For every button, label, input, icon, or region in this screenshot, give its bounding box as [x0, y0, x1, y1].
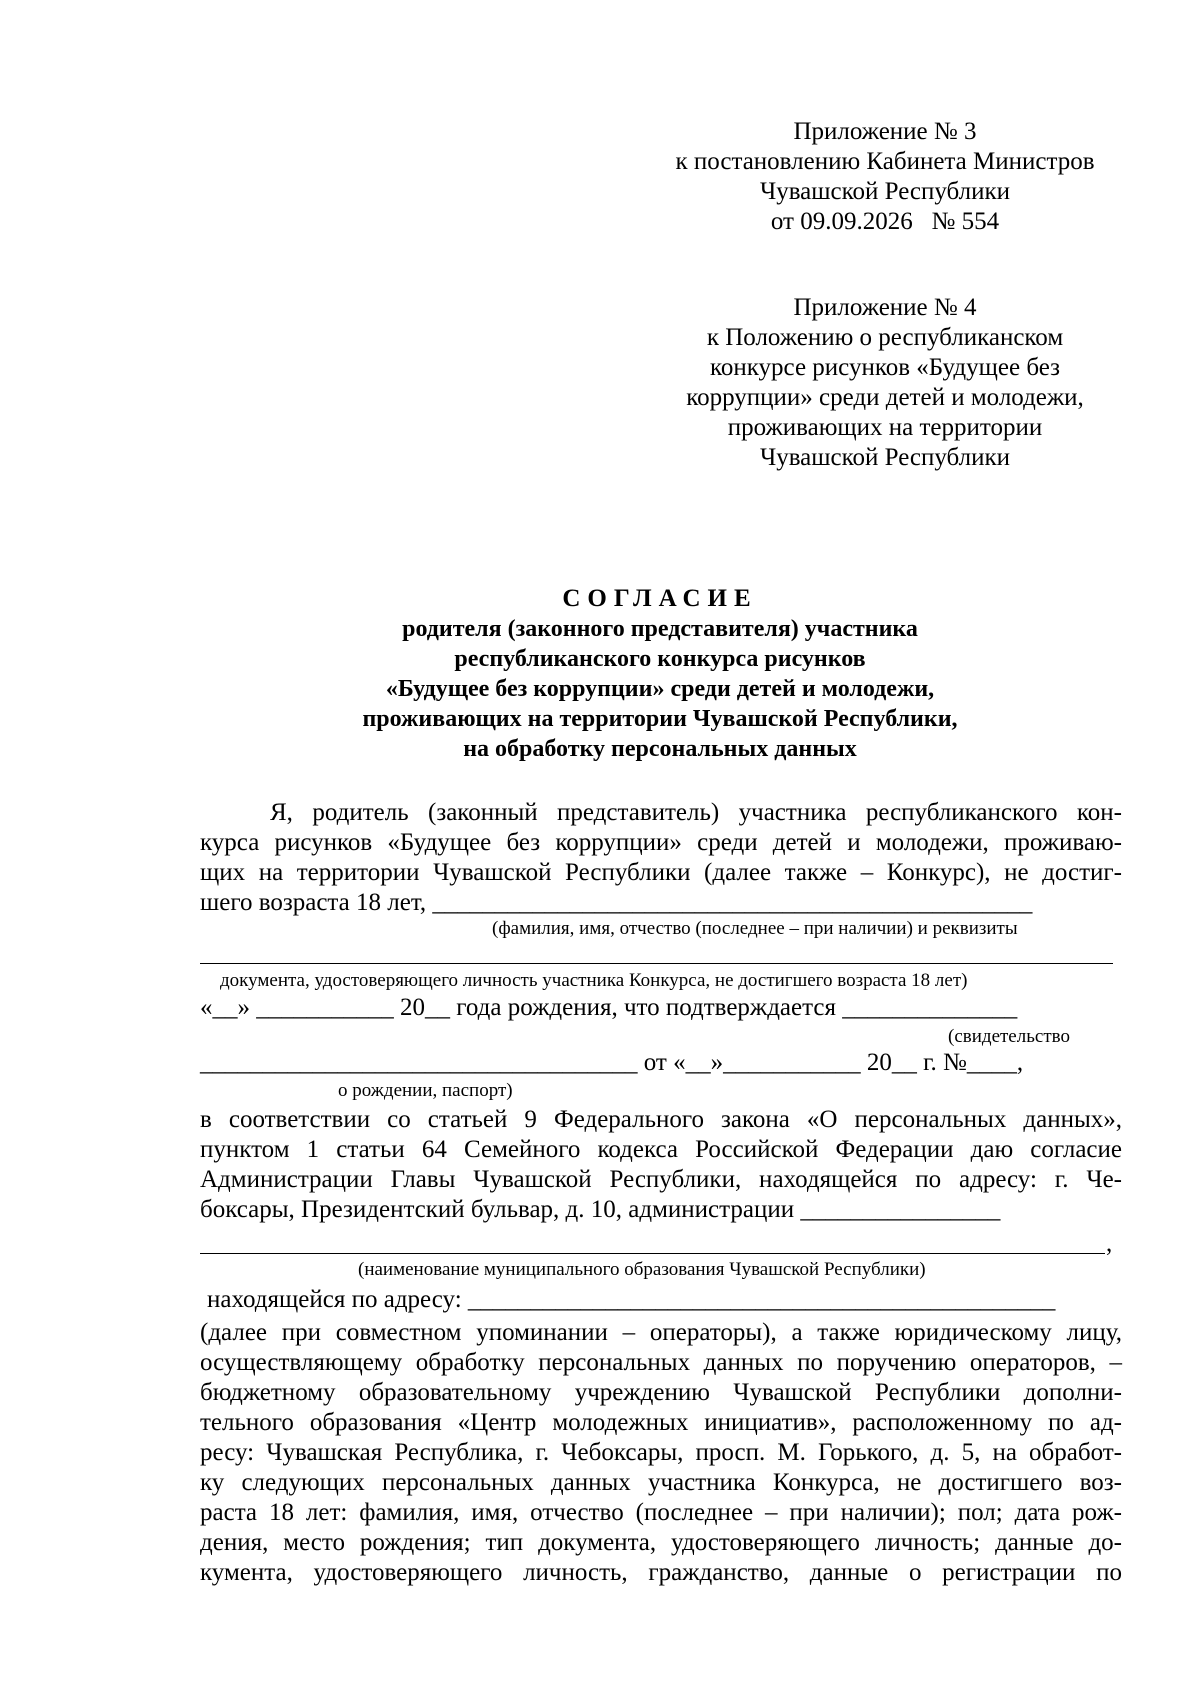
- birth-block: [200, 993, 1122, 1023]
- annex2-line: к Положению о республиканском: [706, 324, 1064, 351]
- rest-paragraph: [200, 1318, 1122, 1588]
- caption-municipality: (наименование муниципального образования Чувашской Республики): [358, 1259, 926, 1280]
- birth-line-2: ___________________________________ от «__»___________ 20__ г. №____,: [200, 1049, 1024, 1076]
- annex2-line: проживающих на территории: [727, 414, 1043, 441]
- annex2-line: коррупции» среди детей и молодежи,: [686, 384, 1084, 411]
- body-line: курса рисунков «Будущее без коррупции» среди детей и молодежи, проживаю-: [200, 829, 1122, 856]
- title-line: «Будущее без коррупции» среди детей и молодежи,: [385, 676, 935, 702]
- title-line: родителя (законного представителя) участника: [402, 616, 918, 642]
- body-line: Я, родитель (законный представитель) участника республиканского кон-: [270, 799, 1122, 826]
- title-heading: СОГЛАСИЕ: [562, 585, 758, 612]
- annex1-line: от 09.09.2026 № 554: [770, 208, 1000, 235]
- underline-field: [200, 1253, 1105, 1254]
- annex2-line: Приложение № 4: [793, 294, 977, 321]
- caption-birth-doc: о рождении, паспорт): [338, 1080, 513, 1101]
- caption-doc: документа, удостоверяющего личность участника Конкурса, не достигшего возраста 18 лет): [220, 970, 968, 991]
- caption-fio: (фамилия, имя, отчество (последнее – при наличии) и реквизиты: [492, 918, 1018, 939]
- body-line: осуществляющему обработку персональных данных по поручению операторов, –: [200, 1349, 1122, 1376]
- body-line: пунктом 1 статьи 64 Семейного кодекса Российской Федерации даю согласие: [200, 1136, 1122, 1163]
- body-line: (далее при совместном упоминании – операторы), а также юридическому лицу,: [200, 1319, 1122, 1346]
- body-line: ресу: Чувашская Республика, г. Чебоксары, просп. М. Горького, д. 5, на обработ-: [200, 1439, 1122, 1466]
- annex-header-2: [640, 293, 1130, 473]
- body-line: дения, место рождения; тип документа, удостоверяющего личность; данные до-: [200, 1529, 1122, 1556]
- intro-paragraph: [200, 798, 1122, 918]
- caption-certificate: (свидетельство: [948, 1026, 1070, 1047]
- title-line: республиканского конкурса рисунков: [454, 646, 866, 672]
- address-line: находящейся по адресу: _______________________________________________: [207, 1286, 1056, 1313]
- annex1-line: Чувашской Республики: [759, 178, 1011, 205]
- body-line: Администрации Главы Чувашской Республики, находящейся по адресу: г. Че-: [200, 1166, 1122, 1193]
- annex1-line: к постановлению Кабинета Министров: [675, 148, 1095, 175]
- comma: ,: [1106, 1230, 1113, 1257]
- annex2-line: конкурсе рисунков «Будущее без: [710, 354, 1060, 381]
- body-line: кумента, удостоверяющего личность, гражданство, данные о регистрации по: [200, 1559, 1122, 1586]
- annex1-line: Приложение № 3: [793, 118, 977, 145]
- address-block: [207, 1285, 1129, 1315]
- annex2-line: Чувашской Республики: [759, 444, 1011, 471]
- document-title: [200, 584, 1120, 764]
- body-line: щих на территории Чувашской Республики (далее также – Конкурс), не достиг-: [200, 859, 1122, 886]
- consent-paragraph: [200, 1105, 1122, 1225]
- annex-header-1: [640, 117, 1130, 237]
- body-line: бюджетному образовательному учреждению Чувашской Республики дополни-: [200, 1379, 1122, 1406]
- body-line: ку следующих персональных данных участника Конкурса, не достигшего воз-: [200, 1469, 1122, 1496]
- birth-line: «__» ___________ 20__ года рождения, что подтверждается ______________: [200, 994, 1018, 1021]
- body-line: в соответствии со статьей 9 Федерального закона «О персональных данных»,: [200, 1106, 1122, 1133]
- body-line: тельного образования «Центр молодежных инициатив», расположенному по ад-: [200, 1409, 1122, 1436]
- body-line: шего возраста 18 лет, ________________________________________________: [200, 889, 1033, 916]
- title-line: на обработку персональных данных: [463, 736, 857, 762]
- underline-field: [200, 963, 1113, 964]
- body-line: раста 18 лет: фамилия, имя, отчество (последнее – при наличии); пол; дата рож-: [200, 1499, 1122, 1526]
- body-line: боксары, Президентский бульвар, д. 10, администрации ________________: [200, 1196, 1001, 1223]
- birth-block-2: [200, 1048, 1122, 1078]
- title-line: проживающих на территории Чувашской Республики,: [362, 706, 958, 732]
